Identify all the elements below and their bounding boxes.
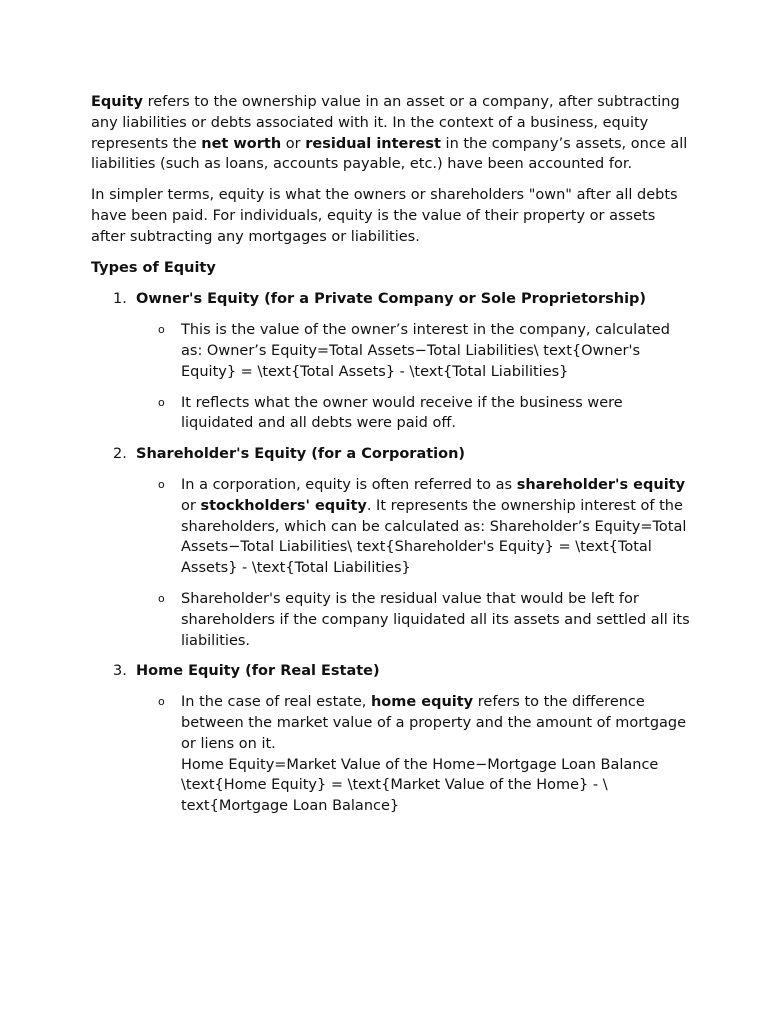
sub-list-item xyxy=(91,393,691,435)
bullet-icon: o xyxy=(158,591,165,605)
list-item xyxy=(91,661,691,682)
intro-paragraph-2: In simpler terms, equity is what the owners or shareholders "own" after all debts have been paid. For individuals, equity is the value of their property or assets after subtracting any mortgages or liabilities. xyxy=(91,187,678,245)
sub-list-text xyxy=(181,475,691,579)
text-run: In the case of real estate, xyxy=(181,694,371,711)
text-run: . It represents the ownership interest of the shareholders, which can be calculated as: Shareholder’s Equity=Total Assets−Total Liabilities\ text{Shareholder's Equity} = \text{Total Assets} - \text{Total Liabilities} xyxy=(181,497,687,577)
text-run: or xyxy=(181,497,201,514)
sub-list-item xyxy=(91,692,691,817)
term-net-worth: net worth xyxy=(201,135,282,152)
sub-list-text xyxy=(181,692,691,754)
sub-list xyxy=(91,475,691,651)
list-item xyxy=(91,444,691,465)
text-run: refers to the difference between the market value of a property and the amount of mortgage or liens on it. xyxy=(181,694,687,752)
sub-list-text: This is the value of the owner’s interest in the company, calculated as: Owner’s Equity=Total Assets−Total Liabilities\ text{Owner's Equity} = \text{Total Assets} - \text{Total Liabilities} xyxy=(181,322,670,380)
sub-list-text: Shareholder's equity is the residual value that would be left for shareholders if the company liquidated all its assets and settled all its liabilities. xyxy=(181,590,690,649)
bullet-icon: o xyxy=(158,395,165,409)
list-item-title: Home Equity (for Real Estate) xyxy=(136,663,380,680)
term-home-equity: home equity xyxy=(370,694,474,711)
intro-text: in the company’s assets, once all liabilities (such as loans, accounts payable, etc.) have been accounted for. xyxy=(91,135,688,173)
bullet-icon: o xyxy=(158,323,165,337)
term-stockholders-equity: stockholders' equity xyxy=(200,497,367,514)
document-body xyxy=(91,92,691,827)
intro-text: or xyxy=(281,135,306,152)
text-run: In a corporation, equity is often referred to as xyxy=(181,476,517,493)
formula-latex-line: \text{Home Equity} = \text{Market Value of the Home} - \ text{Mortgage Loan Balance} xyxy=(181,777,608,815)
term-residual-interest: residual interest xyxy=(305,135,441,152)
sub-list-item xyxy=(91,589,691,651)
section-heading: Types of Equity xyxy=(91,259,216,276)
bullet-icon: o xyxy=(158,477,165,491)
term-equity: Equity xyxy=(91,94,143,110)
bullet-icon: o xyxy=(158,695,165,709)
sub-list xyxy=(91,320,691,434)
list-number: 2. xyxy=(113,446,127,463)
intro-paragraph-1 xyxy=(91,92,691,175)
intro-text: refers to the ownership value in an asset or a company, after subtracting any liabilities or debts associated with it. In the context of a business, equity represents the xyxy=(91,94,680,152)
sub-list-text: It reflects what the owner would receive if the business were liquidated and all debts were paid off. xyxy=(181,394,623,432)
sub-list-item xyxy=(91,320,691,382)
sub-list-item xyxy=(91,475,691,579)
formula-line: Home Equity=Market Value of the Home−Mortgage Loan Balance xyxy=(181,756,659,773)
term-shareholders-equity: shareholder's equity xyxy=(516,476,686,493)
list-item xyxy=(91,289,691,310)
sub-list xyxy=(91,692,691,817)
list-item-title: Shareholder's Equity (for a Corporation) xyxy=(136,446,466,463)
list-number: 1. xyxy=(113,291,127,308)
list-item-title: Owner's Equity (for a Private Company or Sole Proprietorship) xyxy=(136,291,647,308)
list-number: 3. xyxy=(113,663,127,680)
